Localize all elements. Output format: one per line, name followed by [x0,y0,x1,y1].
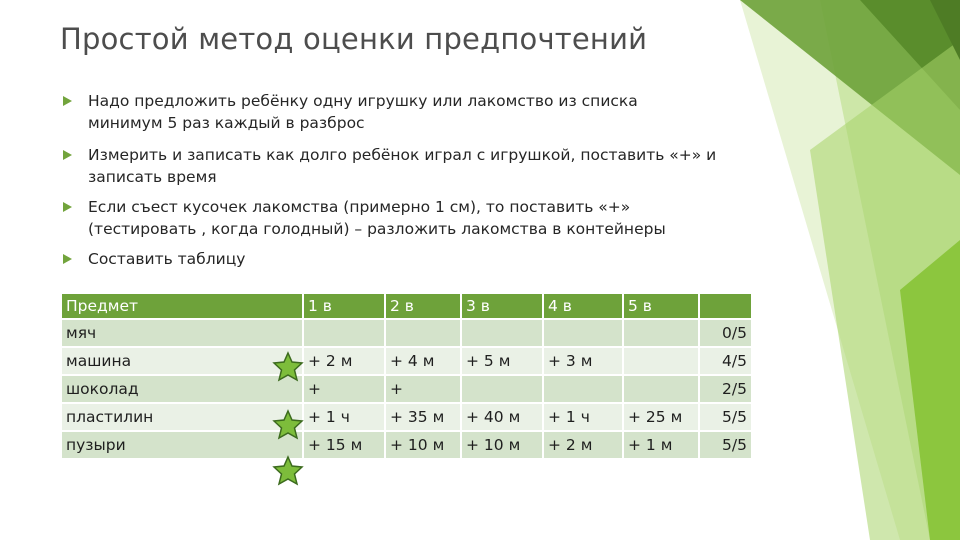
table-cell: + 1 м [623,431,699,459]
table-cell [543,375,623,403]
table-cell: 5/5 [699,431,752,459]
bullet-line: минимум 5 раз каждый в разброс [88,114,365,132]
table-cell: машина [61,347,303,375]
table-cell: пузыри [61,431,303,459]
table-cell [303,319,385,347]
header-cell: 4 в [543,293,623,319]
table-cell: + 40 м [461,403,543,431]
table-cell: + 5 м [461,347,543,375]
triangle-bullet-icon [63,254,72,264]
table-cell: 0/5 [699,319,752,347]
table-row [61,347,752,375]
table-cell [623,375,699,403]
header-cell: 1 в [303,293,385,319]
table-cell: 4/5 [699,347,752,375]
table-cell: + 2 м [303,347,385,375]
triangle-bullet-icon [63,96,72,106]
bullet-line: Измерить и записать как долго ребёнок играл с игрушкой, поставить «+» и [88,146,717,164]
header-cell: 5 в [623,293,699,319]
star-icon [272,409,304,441]
table-cell: мяч [61,319,303,347]
header-cell: Предмет [61,293,303,319]
table-row [61,375,752,403]
table-cell [623,319,699,347]
header-cell: 2 в [385,293,461,319]
table-cell: + [385,375,461,403]
bullet-line: Составить таблицу [88,250,246,268]
header-cell [699,293,752,319]
table-cell [385,319,461,347]
table-cell: + 3 м [543,347,623,375]
star-icon [272,455,304,487]
slide-title: Простой метод оценки предпочтений [60,22,648,56]
table-cell: + [303,375,385,403]
bullet-line: Надо предложить ребёнку одну игрушку или лакомство из списка [88,92,638,110]
table-cell [461,375,543,403]
header-cell: 3 в [461,293,543,319]
preference-table [60,292,753,460]
table-cell: + 15 м [303,431,385,459]
triangle-bullet-icon [63,202,72,212]
table-header-row [61,293,752,319]
table-cell: + 10 м [385,431,461,459]
table-cell: + 25 м [623,403,699,431]
table-cell: + 10 м [461,431,543,459]
bullet-item [60,248,245,270]
table-cell: шоколад [61,375,303,403]
table-cell: + 35 м [385,403,461,431]
table-cell: 5/5 [699,403,752,431]
table-row [61,431,752,459]
triangle-bullet-icon [63,150,72,160]
table-cell: + 1 ч [543,403,623,431]
bullet-line: (тестировать , когда голодный) – разложить лакомства в контейнеры [88,220,666,238]
table-cell [461,319,543,347]
bullet-item [60,90,638,134]
table-cell [623,347,699,375]
table-cell [543,319,623,347]
table-row [61,403,752,431]
star-icon [272,351,304,383]
table-row [61,319,752,347]
table-cell: + 1 ч [303,403,385,431]
table-cell: 2/5 [699,375,752,403]
bullet-line: записать время [88,168,217,186]
table-cell: + 2 м [543,431,623,459]
bullet-line: Если съест кусочек лакомства (примерно 1 см), то поставить «+» [88,198,631,216]
bullet-item [60,144,716,188]
table-cell: пластилин [61,403,303,431]
table-cell: + 4 м [385,347,461,375]
bullet-item [60,196,666,240]
